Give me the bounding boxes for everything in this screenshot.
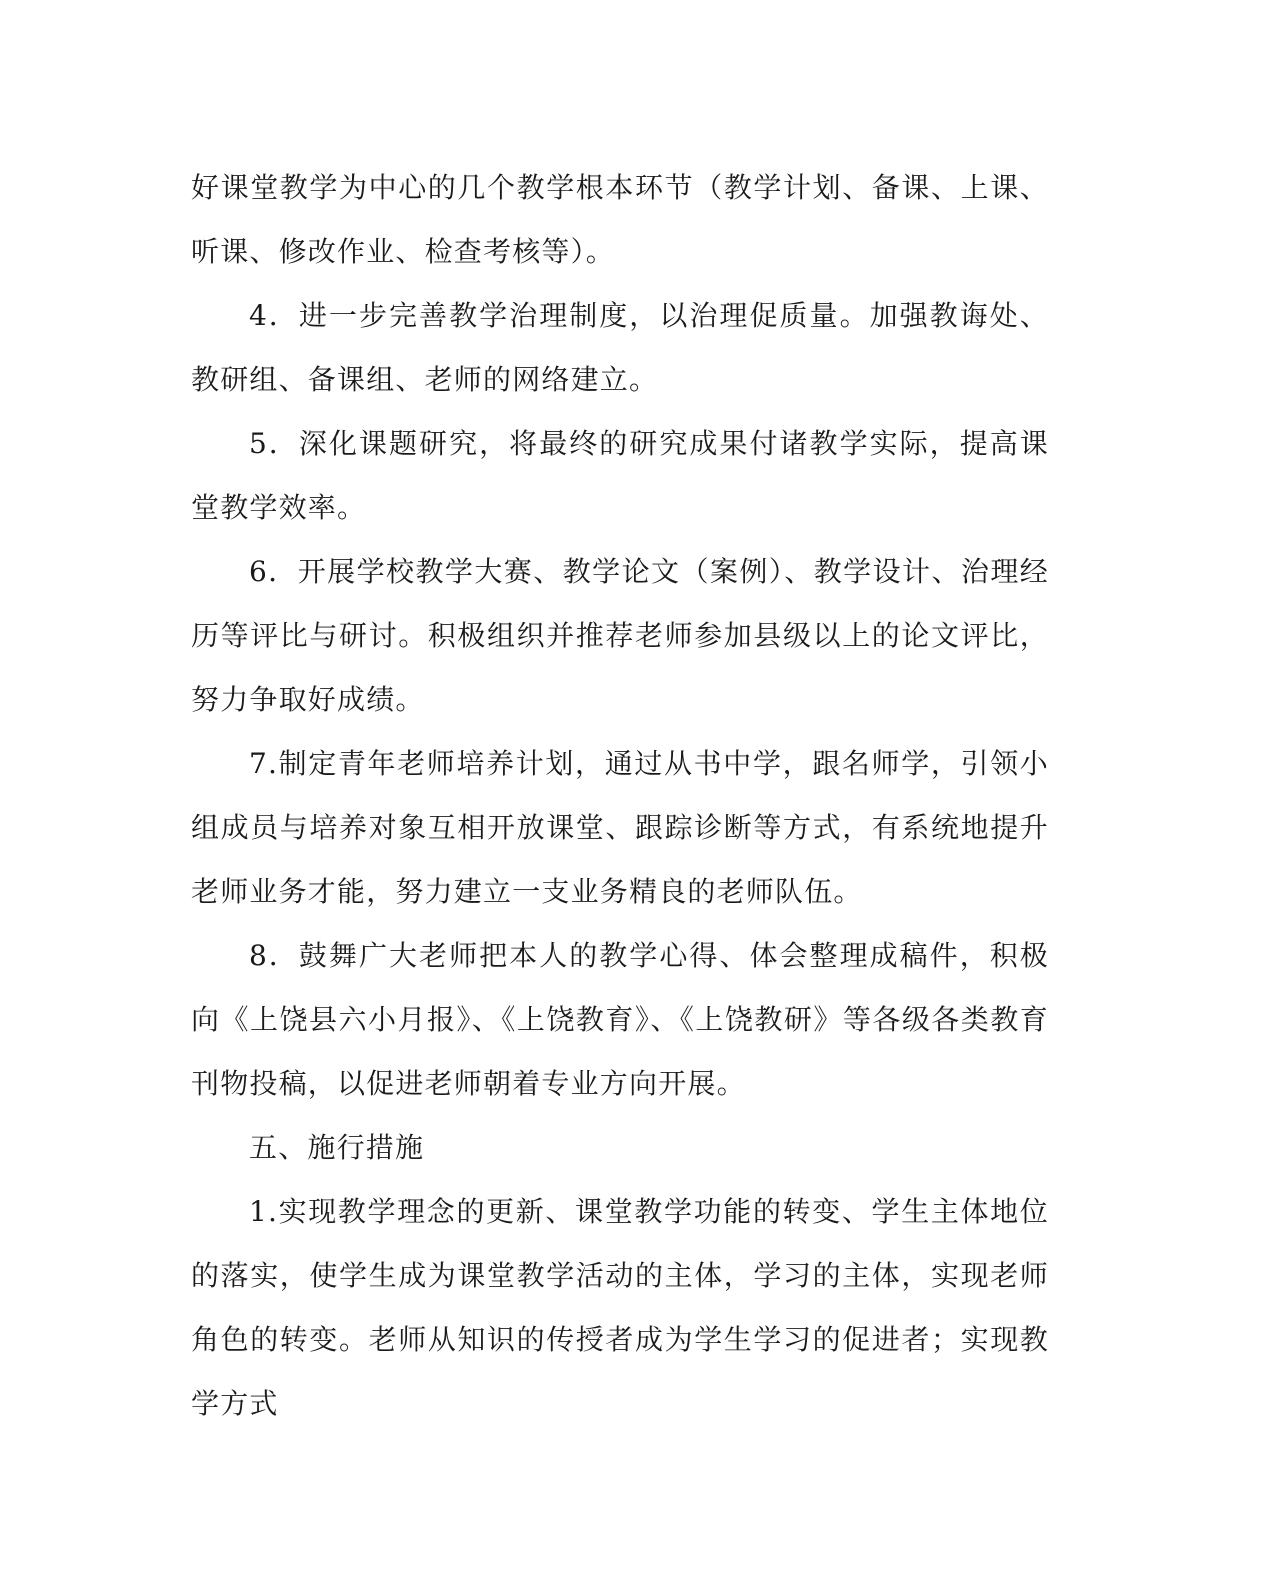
document-body	[191, 156, 1049, 1436]
paragraph-item-6: 6．开展学校教学大赛、教学论文（案例）、教学设计、治理经历等评比与研讨。积极组织并推荐老师参加县级以上的论文评比，努力争取好成绩。	[191, 555, 1049, 716]
paragraph-item-7: 7.制定青年老师培养计划，通过从书中学，跟名师学，引领小组成员与培养对象互相开放课堂、跟踪诊断等方式，有系统地提升老师业务才能，努力建立一支业务精良的老师队伍。	[191, 747, 1049, 908]
paragraph-item-4: 4．进一步完善教学治理制度，以治理促质量。加强教诲处、教研组、备课组、老师的网络建立。	[191, 299, 1049, 396]
paragraph-continuation: 好课堂教学为中心的几个教学根本环节（教学计划、备课、上课、听课、修改作业、检查考核等）。	[191, 171, 1049, 268]
paragraph-item-5: 5．深化课题研究，将最终的研究成果付诸教学实际，提高课堂教学效率。	[191, 427, 1049, 524]
paragraph-measure-1: 1.实现教学理念的更新、课堂教学功能的转变、学生主体地位的落实，使学生成为课堂教学活动的主体，学习的主体，实现老师角色的转变。老师从知识的传授者成为学生学习的促进者；实现教学方式	[191, 1195, 1049, 1420]
section-heading: 五、施行措施	[249, 1131, 425, 1164]
paragraph-item-8: 8．鼓舞广大老师把本人的教学心得、体会整理成稿件，积极向《上饶县六小月报》、《上饶教育》、《上饶教研》等各级各类教育刊物投稿，以促进老师朝着专业方向开展。	[191, 939, 1049, 1100]
